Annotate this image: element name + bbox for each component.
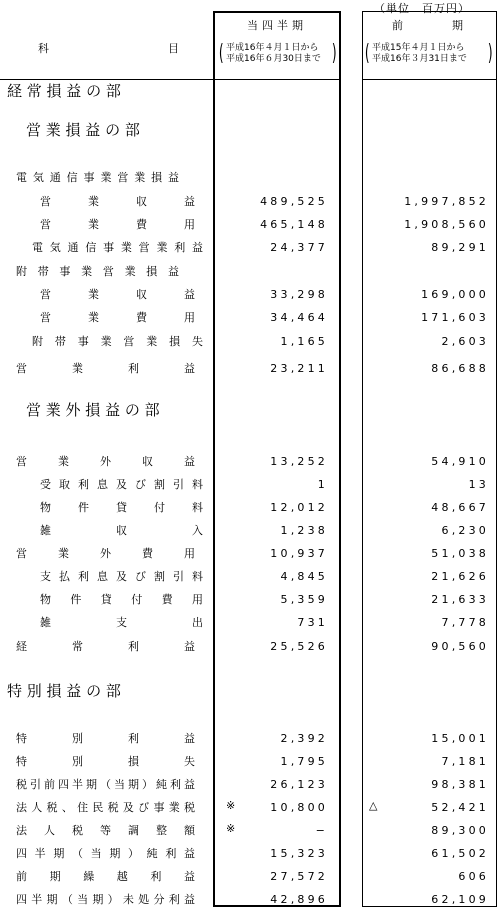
row-label: 雑収入 — [40, 524, 268, 537]
previous-value: 62,109 — [431, 893, 489, 906]
previous-value: 98,381 — [431, 778, 489, 791]
current-period-range: ( 平成16年４月１日から 平成16年６月30日まで ) — [218, 41, 338, 66]
section-heading: 特 別 損 益 の 部 — [7, 682, 121, 700]
statement-row — [0, 167, 498, 187]
current-value: 25,526 — [270, 640, 328, 653]
row-label: 電気通信事業営業利益 — [32, 241, 210, 254]
row-label: 特別損失 — [16, 755, 240, 768]
previous-value: 6,230 — [441, 524, 489, 537]
current-value: 33,298 — [270, 288, 328, 301]
current-period-title: 当四半期 — [247, 19, 307, 32]
previous-value: 1,997,852 — [404, 195, 489, 208]
statement-row — [0, 214, 498, 234]
statement-row — [0, 774, 498, 794]
header-divider-previous — [363, 79, 496, 80]
row-label: 前期繰越利益 — [16, 870, 218, 883]
statement-row — [0, 237, 498, 257]
statement-row — [0, 331, 498, 351]
row-label: 営業費用 — [40, 218, 232, 231]
previous-value: 7,778 — [441, 616, 489, 629]
previous-value: 21,626 — [431, 570, 489, 583]
previous-value: 48,667 — [431, 501, 489, 514]
statement-row — [0, 866, 498, 886]
previous-value: 606 — [458, 870, 489, 883]
statement-row — [0, 520, 498, 540]
row-label: 営業外費用 — [16, 547, 226, 560]
current-value: 10,800 — [270, 801, 328, 814]
kamoku-header-part2: 目 — [168, 42, 179, 55]
statement-row — [0, 307, 498, 327]
current-period-from: 平成16年４月１日から — [226, 43, 319, 53]
current-value: 12,012 — [270, 501, 328, 514]
previous-value: 90,560 — [431, 640, 489, 653]
previous-value: 89,300 — [431, 824, 489, 837]
row-label: 経常利益 — [16, 640, 240, 653]
row-label: 特別利益 — [16, 732, 240, 745]
statement-row — [0, 636, 498, 656]
previous-period-from: 平成15年４月１日から — [372, 43, 465, 53]
current-value: 2,392 — [280, 732, 328, 745]
current-value: 13,252 — [270, 455, 328, 468]
current-note-mark: ※ — [226, 822, 236, 835]
current-value: 15,323 — [270, 847, 328, 860]
current-period-to: 平成16年６月30日まで — [226, 54, 321, 64]
row-label: 附帯事業営業損益 — [16, 265, 190, 278]
statement-row — [0, 889, 498, 909]
current-value: 26,123 — [270, 778, 328, 791]
statement-row — [0, 261, 498, 281]
row-label: 受取利息及び割引料 — [40, 478, 211, 491]
previous-value: 52,421 — [431, 801, 489, 814]
row-label: 営業費用 — [40, 311, 232, 324]
previous-value: 171,603 — [421, 311, 489, 324]
unit-label: （単位 百万円） — [374, 2, 470, 15]
previous-value: 54,910 — [431, 455, 489, 468]
statement-row — [0, 751, 498, 771]
row-label: 営業収益 — [40, 288, 232, 301]
row-label: 法人税等調整額 — [16, 824, 212, 837]
statement-row — [0, 284, 498, 304]
current-value: 1,165 — [280, 335, 328, 348]
statement-row — [0, 728, 498, 748]
statement-row — [0, 543, 498, 563]
previous-negative-mark: △ — [369, 799, 378, 812]
current-note-mark: ※ — [226, 799, 236, 812]
section-heading: 営 業 外 損 益 の 部 — [26, 401, 160, 419]
row-label: 四半期（当期）未処分利益 — [16, 893, 200, 906]
row-label: 営業外収益 — [16, 455, 226, 468]
previous-value: 7,181 — [441, 755, 489, 768]
kamoku-header-part1: 科 — [38, 42, 49, 55]
statement-row — [0, 843, 498, 863]
previous-period-title: 前 期 — [392, 19, 467, 32]
row-label: 法人税、住民税及び事業税 — [16, 801, 200, 814]
statement-row — [0, 81, 498, 101]
previous-period-to: 平成16年３月31日まで — [372, 54, 467, 64]
current-value: 1 — [317, 478, 328, 491]
previous-value: 89,291 — [431, 241, 489, 254]
statement-row — [0, 681, 498, 701]
current-value: 34,464 — [270, 311, 328, 324]
statement-row — [0, 820, 498, 840]
statement-row — [0, 797, 498, 817]
current-value: 489,525 — [260, 195, 328, 208]
statement-row — [0, 402, 498, 422]
previous-value: 169,000 — [421, 288, 489, 301]
row-label: 附帯事業営業損失 — [32, 335, 215, 348]
section-heading: 経 常 損 益 の 部 — [7, 82, 121, 100]
previous-value: 2,603 — [441, 335, 489, 348]
statement-row — [0, 451, 498, 471]
current-value: 1,795 — [280, 755, 328, 768]
statement-row — [0, 566, 498, 586]
statement-row — [0, 612, 498, 632]
statement-row — [0, 474, 498, 494]
statement-row — [0, 589, 498, 609]
current-value: 10,937 — [270, 547, 328, 560]
statement-row — [0, 497, 498, 517]
row-label: 四半期（当期）純利益 — [16, 847, 203, 860]
section-heading: 営 業 損 益 の 部 — [26, 121, 140, 139]
current-value: 27,572 — [270, 870, 328, 883]
row-label: 営業収益 — [40, 195, 232, 208]
row-label: 電気通信事業営業損益 — [16, 171, 185, 184]
previous-value: 61,502 — [431, 847, 489, 860]
current-value: 5,359 — [280, 593, 328, 606]
previous-period-range: ( 平成15年４月１日から 平成16年３月31日まで ) — [364, 41, 494, 66]
current-value: 731 — [297, 616, 328, 629]
statement-row — [0, 191, 498, 211]
current-value: 23,211 — [270, 362, 328, 375]
current-value: 1,238 — [280, 524, 328, 537]
current-value: 42,896 — [270, 893, 328, 906]
header-divider-current — [215, 79, 339, 80]
previous-value: 1,908,560 — [404, 218, 489, 231]
statement-row — [0, 122, 498, 142]
previous-value: 21,633 — [431, 593, 489, 606]
previous-value: 13 — [468, 478, 489, 491]
previous-value: 86,688 — [431, 362, 489, 375]
current-value: 24,377 — [270, 241, 328, 254]
row-label: 雑支出 — [40, 616, 268, 629]
current-value: 465,148 — [260, 218, 328, 231]
row-label: 物件貸付費用 — [40, 593, 223, 606]
previous-value: 15,001 — [431, 732, 489, 745]
previous-value: 51,038 — [431, 547, 489, 560]
statement-row — [0, 358, 498, 378]
current-value: 4,845 — [280, 570, 328, 583]
current-value: − — [315, 824, 328, 837]
row-label: 物件貸付料 — [40, 501, 230, 514]
row-label: 営業利益 — [16, 362, 240, 375]
row-label: 税引前四半期（当期）純利益 — [16, 778, 198, 791]
row-label: 支払利息及び割引料 — [40, 570, 211, 583]
